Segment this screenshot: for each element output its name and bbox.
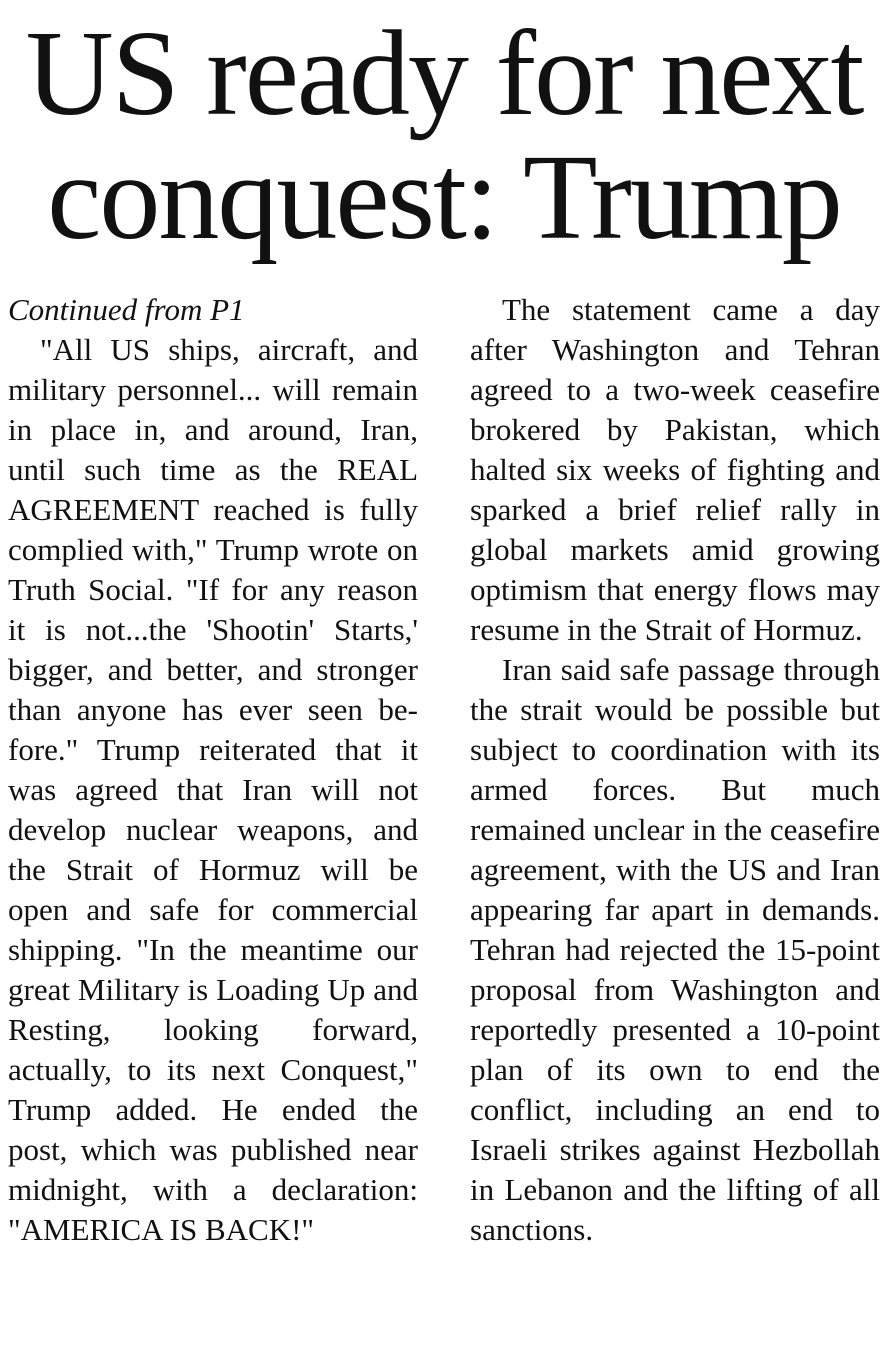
paragraph: The statement came a day after Washington and Tehran agreed to a two-week ceasefire brokered by Pakistan, which halted six weeks of fighting and sparked a brief relief rally in global markets amid growing optimism that energy flows may resume in the Strait of Hormuz. [470, 292, 880, 647]
headline [8, 0, 880, 265]
paragraph: "All US ships, aircraft, and military personnel... will remain in place in, and around, Iran, until such time as the REAL AGREEMENT reached is fully complied with," Trump wrote on Truth Social. "If for any reason it is not...the 'Shootin' Starts,' bigger, and better, and stronger than anyone has ever seen before." Trump reiterated that it was agreed that Iran will not develop nuclear weapons, and the Strait of Hormuz will be open and safe for commercial shipping. "In the meantime our great Military is Loading Up and Resting, looking forward, actually, to its next Conquest," Trump added. He ended the post, which was published near midnight, with a declaration: "AMERICA IS BACK!" [8, 332, 418, 1247]
column-left [8, 290, 418, 1250]
headline-line-1: US ready for next [25, 6, 863, 141]
column-right [470, 290, 880, 1250]
article-body [8, 290, 880, 1250]
paragraph: Iran said safe passage through the strait would be possible but subject to coordination with its armed forces. But much remained unclear in the ceasefire agreement, with the US and Iran appearing far apart in demands. Tehran had rejected the 15-point proposal from Washington and reportedly presented a 10-point plan of its own to end the conflict, including an end to Israeli strikes against Hezbollah in Lebanon and the lifting of all sanctions. [470, 652, 880, 1247]
headline-line-2: conquest: Trump [47, 130, 841, 265]
continued-from-label: Continued from P1 [8, 292, 245, 327]
